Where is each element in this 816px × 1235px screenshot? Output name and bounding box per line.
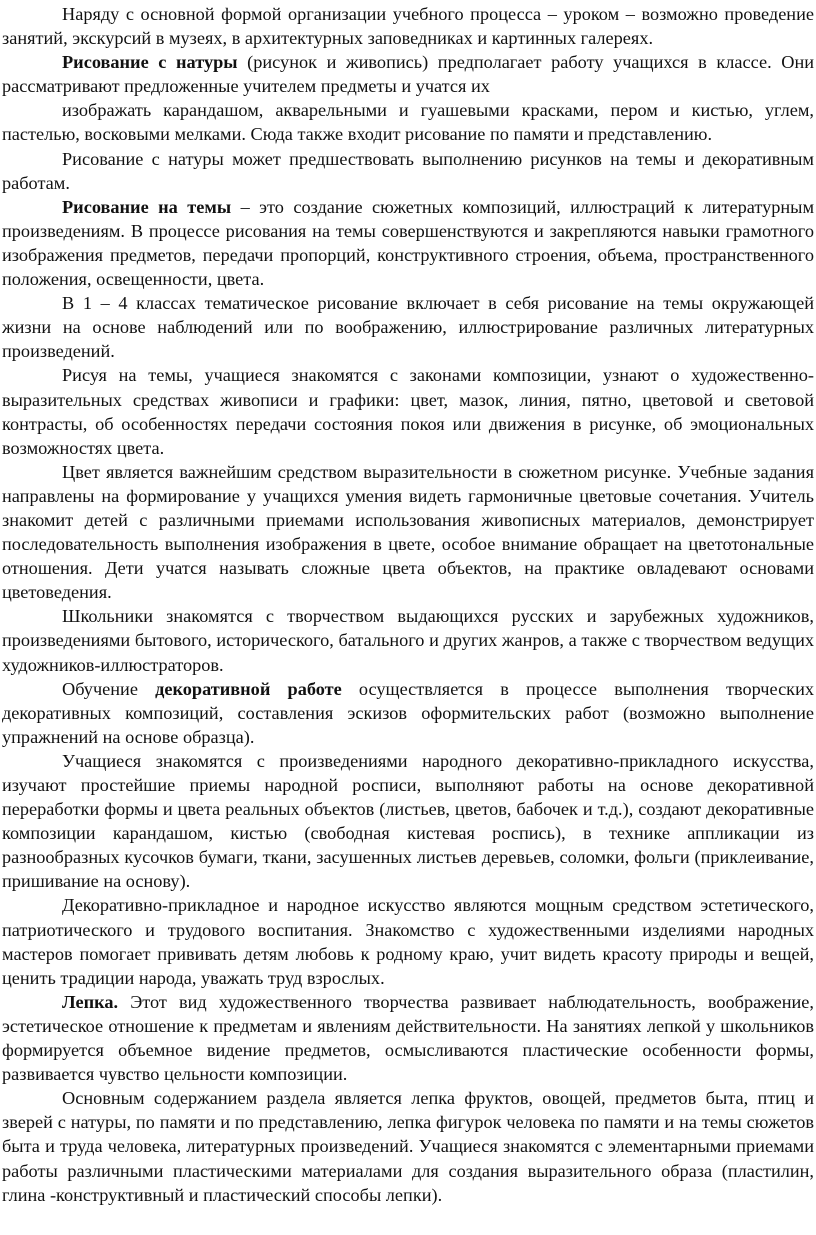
paragraph-text: (рисунок и живопись) предполагает работу учащихся в классе. Они рассматривают предложенные учителем предметы и учатся их — [2, 52, 815, 97]
term-thematic-drawing: Рисование на темы — [62, 196, 232, 217]
paragraph-grades-1-4: В 1 – 4 классах тематическое рисование включает в себя рисование на темы окружающей жизни на основе наблюдений или по воображению, иллюстрирование различных литературных произведений. — [2, 293, 814, 362]
paragraph-composition: Рисуя на темы, учащиеся знакомятся с законами композиции, узнают о художественно-выразительных средствах живописи и графики: цвет, мазок, линия, пятно, цветовой и световой контрасты, об особенностях передачи состояния покоя или движения в рисунке, об эмоциональных возможностях цвета. — [2, 365, 814, 458]
paragraph-modeling-content: Основным содержанием раздела является лепка фруктов, овощей, предметов быта, птиц и зверей с натуры, по памяти и по представлению, лепка фигурок человека по памяти и на темы сюжетов быта и труда человека, литературных произведений. Учащиеся знакомятся с элементарными приемами работы различными пластическими материалами для создания выразительного образа (пластилин, глина -конструктивный и пластический способы лепки). — [2, 1088, 814, 1205]
paragraph-applied-art: Декоративно-прикладное и народное искусство являются мощным средством эстетического, патриотического и трудового воспитания. Знакомство с художественными изделиями народных мастеров помогает прививать детям любовь к родному краю, учит видеть красоту природы и вещей, ценить традиции народа, уважать труд взрослых. — [2, 895, 814, 988]
term-decorative-work: декоративной работе — [155, 678, 342, 699]
paragraph-text: Обучение — [62, 678, 156, 699]
paragraph-text: осуществляется в процессе выполнения творческих декоративных композиций, составления эскизов оформительских работ (возможно выполнение упражнений на основе образца). — [2, 678, 814, 747]
paragraph-decorative-work — [2, 677, 814, 749]
paragraph-color: Цвет является важнейшим средством выразительности в сюжетном рисунке. Учебные задания направлены на формирование у учащихся умения видеть гармоничные цветовые сочетания. Учитель знакомит детей с различными приемами использования живописных материалов, демонстрирует последовательность выполнения изображения в цвете, особое внимание обращает на цветотональные отношения. Дети учатся называть сложные цвета объектов, на практике овладевают основами цветоведения. — [2, 461, 814, 603]
paragraph-artists: Школьники знакомятся с творчеством выдающихся русских и зарубежных художников, произведениями бытового, исторического, батального и других жанров, а также с творчеством ведущих художников-иллюстраторов. — [2, 606, 814, 675]
paragraph-nature-precedes: Рисование с натуры может предшествовать выполнению рисунков на темы и декоративным работам. — [2, 148, 814, 193]
paragraph-modeling — [2, 990, 814, 1086]
paragraph-drawing-materials: изображать карандашом, акварельными и гуашевыми красками, пером и кистью, углем, пастелью, восковыми мелками. Сюда также входит рисование по памяти и представлению. — [2, 100, 814, 145]
paragraph-thematic-drawing — [2, 195, 814, 291]
paragraph-drawing-from-nature — [2, 50, 814, 98]
paragraph-folk-art: Учащиеся знакомятся с произведениями народного декоративно-прикладного искусства, изучают простейшие приемы народной росписи, выполняют работы на основе декоративной переработки формы и цвета реальных объектов (листьев, цветов, бабочек и т.д.), создают декоративные композиции карандашом, кистью (свободная кистевая роспись), в технике аппликации из разнообразных кусочков бумаги, ткани, засушенных листьев деревьев, соломки, фольги (приклеивание, пришивание на основу). — [2, 750, 814, 892]
paragraph-text: – это создание сюжетных композиций, иллюстраций к литературным произведениям. В процессе рисования на темы совершенствуются и закрепляются навыки грамотного изображения предметов, передачи пропорций, конструктивного строения, объема, пространственного положения, освещенности, цвета. — [2, 196, 815, 290]
term-modeling: Лепка. — [62, 991, 119, 1012]
term-drawing-from-nature: Рисование с натуры — [62, 52, 238, 73]
paragraph-intro: Наряду с основной формой организации учебного процесса – уроком – возможно проведение занятий, экскурсий в музеях, в архитектурных заповедниках и картинных галереях. — [2, 4, 814, 49]
paragraph-text: Этот вид художественного творчества развивает наблюдательность, воображение, эстетическое отношение к предметам и явлениям действительности. На занятиях лепкой у школьников формируется объемное видение предметов, осмысливаются пластические особенности формы, развивается чувство цельности композиции. — [2, 991, 814, 1085]
